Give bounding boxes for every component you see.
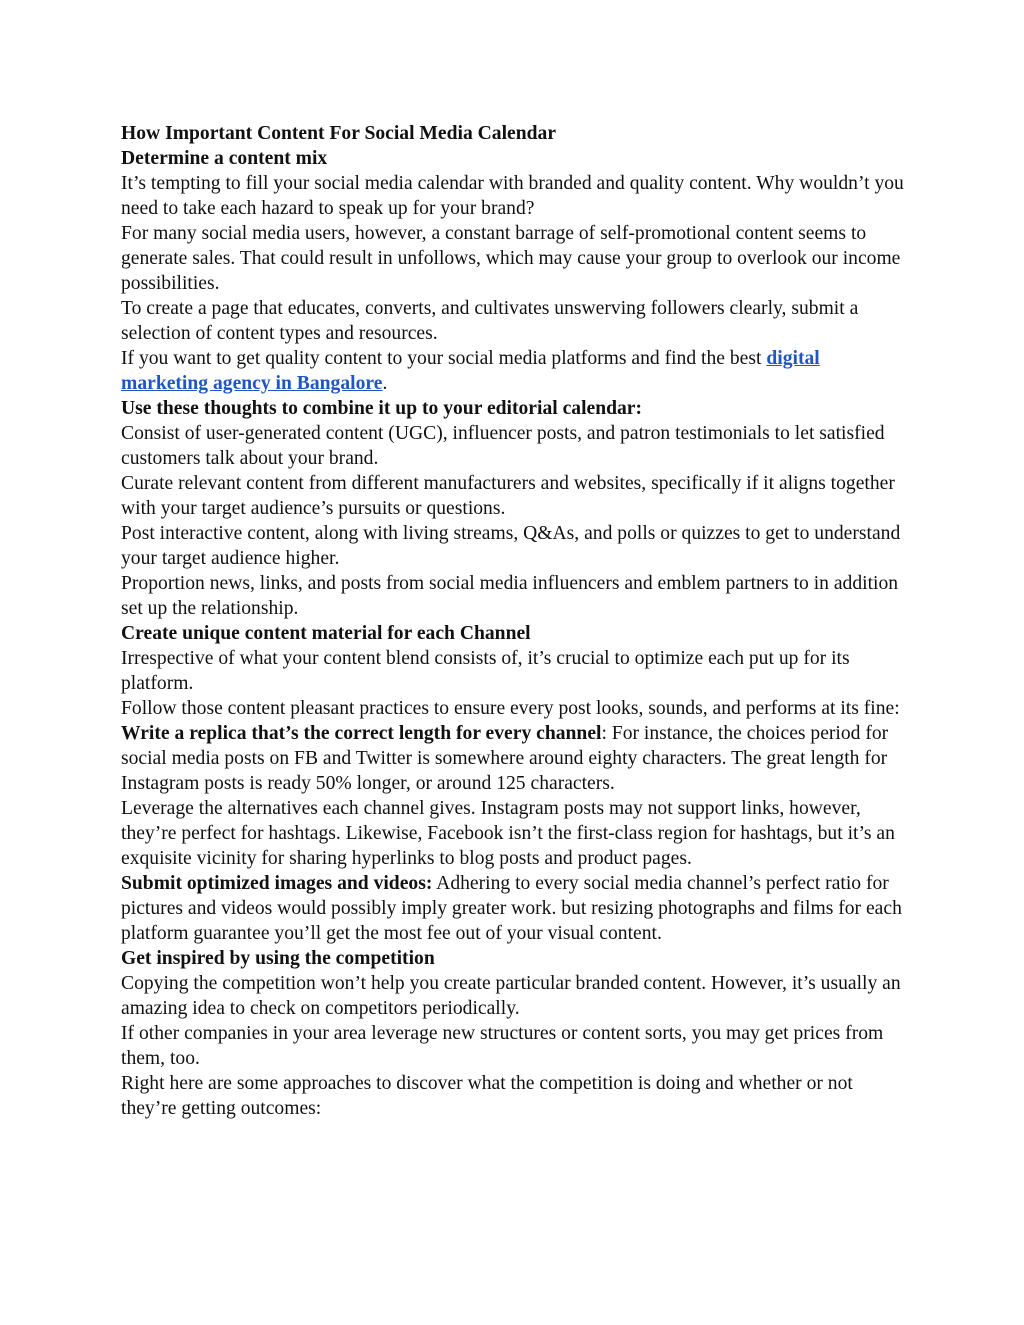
paragraph-4-end: . — [382, 373, 388, 394]
paragraph-7: Post interactive content, along with living streams, Q&As, and polls or quizzes to get to understand your target audience higher. — [121, 523, 901, 569]
paragraph-15: If other companies in your area leverage new structures or content sorts, you may get prices from them, too. — [121, 1023, 884, 1069]
doc-title: How Important Content For Social Media Calendar — [121, 123, 557, 144]
paragraph-5: Consist of user-generated content (UGC), influencer posts, and patron testimonials to let satisfied customers talk about your brand. — [121, 423, 885, 469]
agency-link[interactable]: digital marketing agency in Bangalore — [121, 348, 820, 394]
heading-content-mix: Determine a content mix — [121, 148, 328, 169]
paragraph-6: Curate relevant content from different manufacturers and websites, specifically if it aligns together with your target audience’s pursuits or questions. — [121, 473, 895, 519]
paragraph-11-text: : For instance, the choices period for social media posts on FB and Twitter is somewhere around eighty characters. The great length for Instagram posts is ready 50% longer, or around 125 characters. — [121, 723, 889, 794]
paragraph-14: Copying the competition won’t help you create particular branded content. However, it’s usually an amazing idea to check on competitors periodically. — [121, 973, 901, 1019]
paragraph-4-text: If you want to get quality content to your social media platforms and find the best — [121, 348, 767, 369]
paragraph-11 — [121, 721, 911, 796]
paragraph-2: For many social media users, however, a constant barrage of self-promotional content seems to generate sales. That could result in unfollows, which may cause your group to overlook our income possibilities. — [121, 223, 901, 294]
paragraph-3: To create a page that educates, converts, and cultivates unswerving followers clearly, submit a selection of content types and resources. — [121, 298, 859, 344]
document-body — [121, 121, 911, 1121]
paragraph-1: It’s tempting to fill your social media calendar with branded and quality content. Why wouldn’t you need to take each hazard to speak up for your brand? — [121, 173, 904, 219]
heading-competition: Get inspired by using the competition — [121, 948, 435, 969]
paragraph-4 — [121, 346, 911, 396]
paragraph-11-lead: Write a replica that’s the correct length for every channel — [121, 723, 602, 744]
paragraph-10: Follow those content pleasant practices to ensure every post looks, sounds, and performs at its fine: — [121, 698, 900, 719]
heading-thoughts: Use these thoughts to combine it up to your editorial calendar: — [121, 398, 643, 419]
paragraph-12: Leverage the alternatives each channel gives. Instagram posts may not support links, however, they’re perfect for hashtags. Likewise, Facebook isn’t the first-class region for hashtags, but it’s an exquisite vicinity for sharing hyperlinks to blog posts and product pages. — [121, 798, 895, 869]
paragraph-13-lead: Submit optimized images and videos: — [121, 873, 433, 894]
paragraph-16: Right here are some approaches to discover what the competition is doing and whether or not they’re getting outcomes: — [121, 1073, 853, 1119]
paragraph-9: Irrespective of what your content blend consists of, it’s crucial to optimize each put up for its platform. — [121, 648, 850, 694]
paragraph-13-text: Adhering to every social media channel’s perfect ratio for pictures and videos would possibly imply greater work. but resizing photographs and films for each platform guarantee you’ll get the most fee out of your visual content. — [121, 873, 902, 944]
paragraph-13 — [121, 871, 911, 946]
paragraph-8: Proportion news, links, and posts from social media influencers and emblem partners to in addition set up the relationship. — [121, 573, 899, 619]
heading-unique-content: Create unique content material for each Channel — [121, 623, 531, 644]
